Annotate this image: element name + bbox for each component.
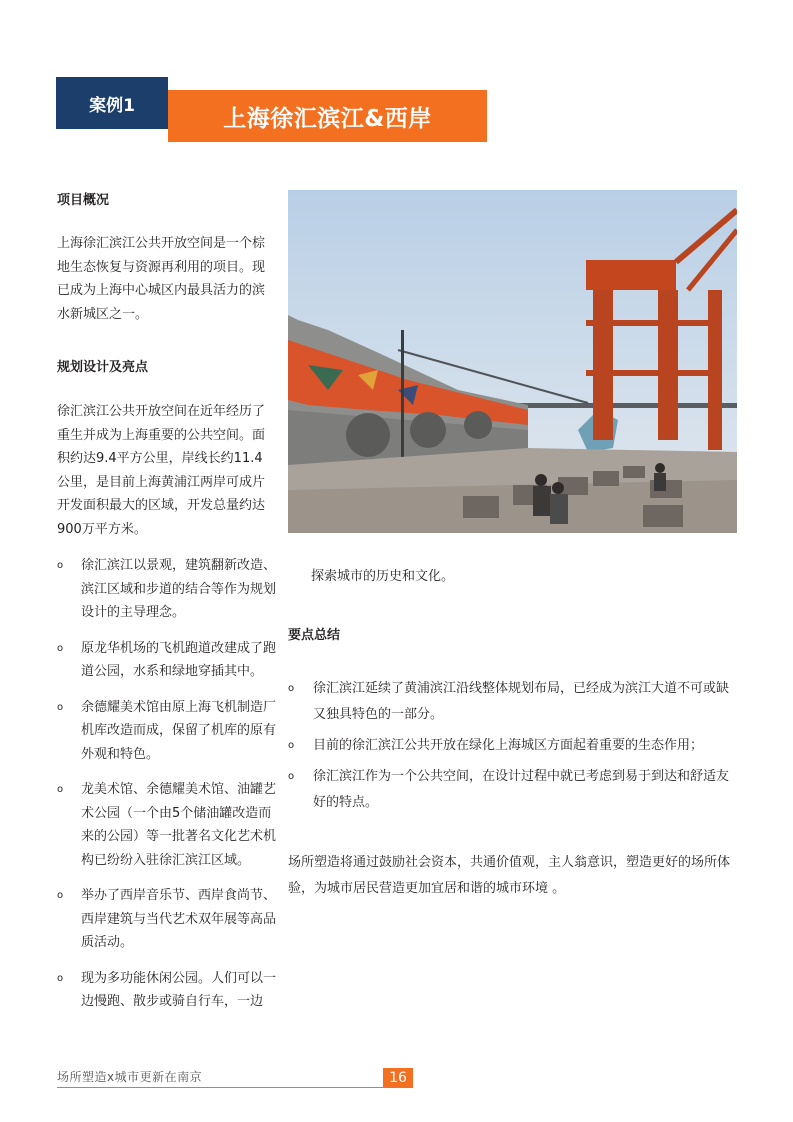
- bullet-text: 现为多功能休闲公园。人们可以一边慢跑、散步或骑自行车，一边: [81, 970, 277, 1009]
- bullet-circle-icon: o: [288, 771, 295, 782]
- list-item: [288, 676, 736, 728]
- summary-heading: 要点总结: [288, 628, 341, 643]
- page-title: 上海徐汇滨江&西岸: [168, 90, 487, 142]
- list-item: [57, 884, 277, 955]
- bullet-text: 举办了西岸音乐节、西岸食尚节、西岸建筑与当代艺术双年展等高品质活动。: [81, 888, 277, 950]
- design-bullet-list: [57, 554, 277, 1026]
- closing-text: 场所塑造将通过鼓励社会资本，共通价值观，主人翁意识，塑造更好的场所体验，为城市居民营造更加宜居和谐的城市环境 。: [288, 855, 731, 896]
- list-item: [57, 696, 277, 767]
- bullet-text: 原龙华机场的飞机跑道改建成了跑道公园，水系和绿地穿插其中。: [81, 640, 277, 679]
- list-item: [288, 764, 736, 816]
- bullet-text: 徐汇滨江以景观，建筑翻新改造、滨江区域和步道的结合等作为规划设计的主导理念。: [81, 558, 277, 620]
- overview-heading: 项目概况: [57, 193, 110, 208]
- summary-bullet-list: [288, 676, 736, 821]
- continuation-text: 探索城市的历史和文化。: [311, 569, 455, 584]
- bullet-text: 徐汇滨江作为一个公共空间，在设计过程中就已考虑到易于到达和舒适友好的特点。: [313, 769, 730, 810]
- bullet-text: 徐汇滨江延续了黄浦滨江沿线整体规划布局，已经成为滨江大道不可或缺又独具特色的一部分。: [313, 681, 730, 722]
- bullet-circle-icon: o: [57, 701, 64, 713]
- bullet-circle-icon: o: [57, 784, 64, 795]
- bullet-circle-icon: o: [57, 890, 64, 901]
- list-item: [57, 967, 277, 1014]
- list-item: [57, 637, 277, 684]
- design-text: 徐汇滨江公共开放空间在近年经历了重生并成为上海重要的公共空间。面积约达9.4平方公里，岸线长约11.4公里，是目前上海黄浦江两岸可成片开发面积最大的区域，开发总量约达900万平方米。: [57, 404, 266, 537]
- list-item: [288, 733, 736, 759]
- bullet-circle-icon: o: [57, 560, 64, 571]
- bullet-circle-icon: o: [57, 972, 64, 984]
- bullet-circle-icon: o: [288, 740, 295, 751]
- list-item: [57, 554, 277, 625]
- bullet-text: 龙美术馆、余德耀美术馆、油罐艺术公园（一个由5个储油罐改造而来的公园）等一批著名文化艺术机构已纷纷入驻徐汇滨江区域。: [81, 782, 277, 868]
- bullet-circle-icon: o: [57, 642, 64, 654]
- footer-divider: [57, 1087, 387, 1088]
- bullet-circle-icon: o: [288, 683, 295, 694]
- page-number: 16: [383, 1068, 413, 1088]
- case-label: 案例1: [56, 77, 168, 129]
- overview-text: 上海徐汇滨江公共开放空间是一个棕地生态恢复与资源再利用的项目。现已成为上海中心城区内最具活力的滨水新城区之一。: [57, 236, 266, 322]
- bullet-text: 目前的徐汇滨江公共开放在绿化上海城区方面起着重要的生态作用；: [313, 738, 704, 753]
- site-photo: [288, 190, 737, 533]
- bullet-text: 余德耀美术馆由原上海飞机制造厂机库改造而成，保留了机库的原有外观和特色。: [81, 699, 277, 762]
- design-heading: 规划设计及亮点: [57, 360, 149, 375]
- footer-title: 场所塑造x城市更新在南京: [57, 1070, 203, 1084]
- list-item: [57, 778, 277, 872]
